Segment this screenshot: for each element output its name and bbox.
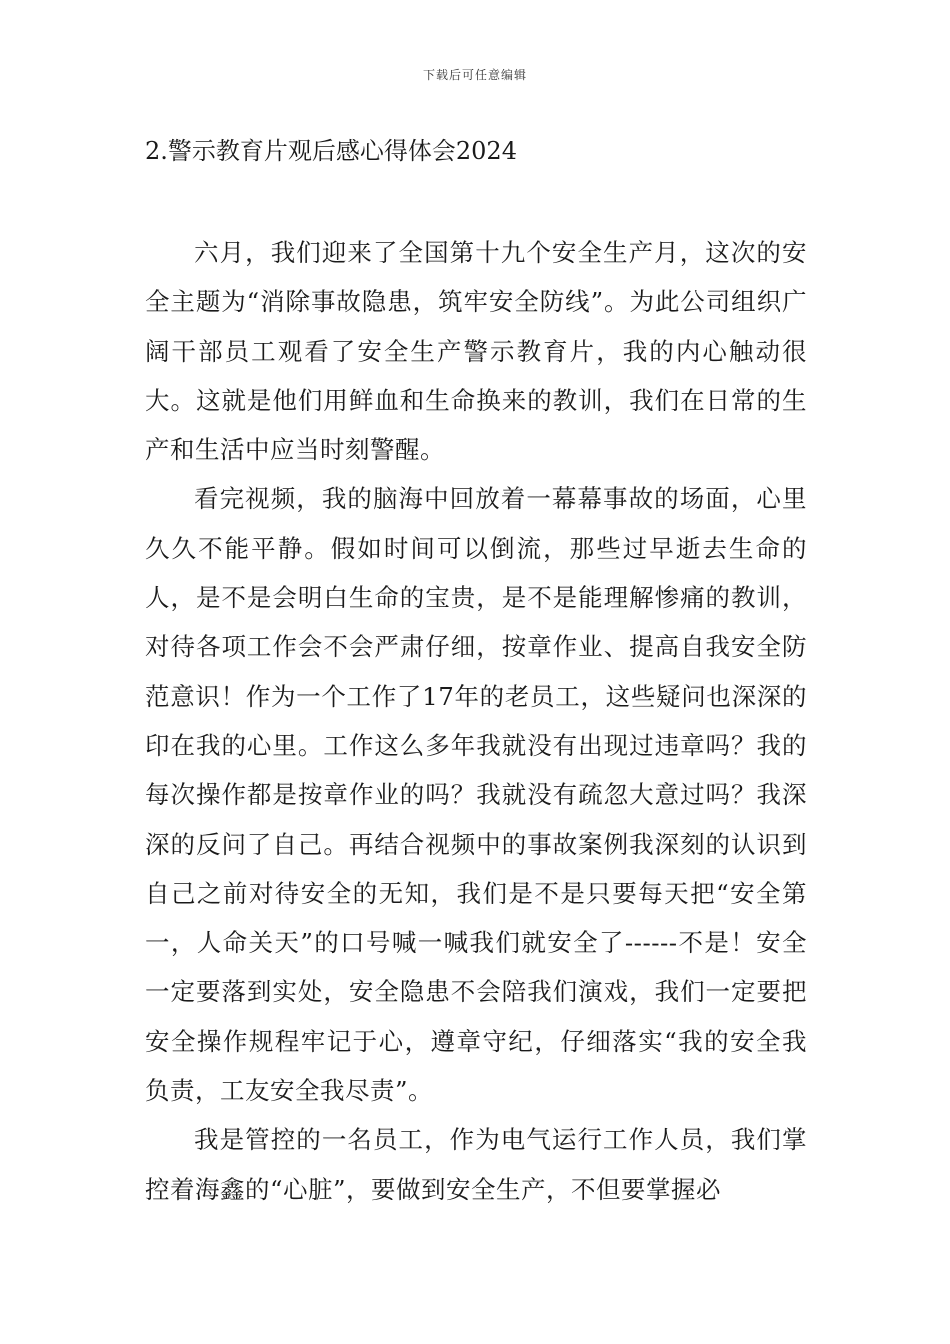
document-body <box>145 228 807 1214</box>
paragraph: 看完视频，我的脑海中回放着一幕幕事故的场面，心里久久不能平静。假如时间可以倒流，那些过早逝去生命的人，是不是会明白生命的宝贵，是不是能理解惨痛的教训，对待各项工作会不会严肃仔细，按章作业、提高自我安全防范意识！作为一个工作了17年的老员工，这些疑问也深深的印在我的心里。工作这么多年我就没有出现过违章吗？我的每次操作都是按章作业的吗？我就没有疏忽大意过吗？我深深的反问了自己。再结合视频中的事故案例我深刻的认识到自己之前对待安全的无知，我们是不是只要每天把“安全第一，人命关天”的口号喊一喊我们就安全了------不是！安全一定要落到实处，安全隐患不会陪我们演戏，我们一定要把安全操作规程牢记于心，遵章守纪，仔细落实“我的安全我负责，工友安全我尽责”。 <box>145 484 807 1106</box>
document-title: 2.警示教育片观后感心得体会2024 <box>145 137 517 165</box>
paragraph: 我是管控的一名员工，作为电气运行工作人员，我们掌控着海鑫的“心脏”，要做到安全生产，不但要掌握必 <box>145 1125 807 1204</box>
paragraph: 六月，我们迎来了全国第十九个安全生产月，这次的安全主题为“消除事故隐患，筑牢安全防线”。为此公司组织广阔干部员工观看了安全生产警示教育片，我的内心触动很大。这就是他们用鲜血和生命换来的教训，我们在日常的生产和生活中应当时刻警醒。 <box>145 238 807 465</box>
header-note: 下载后可任意编辑 <box>422 68 527 82</box>
